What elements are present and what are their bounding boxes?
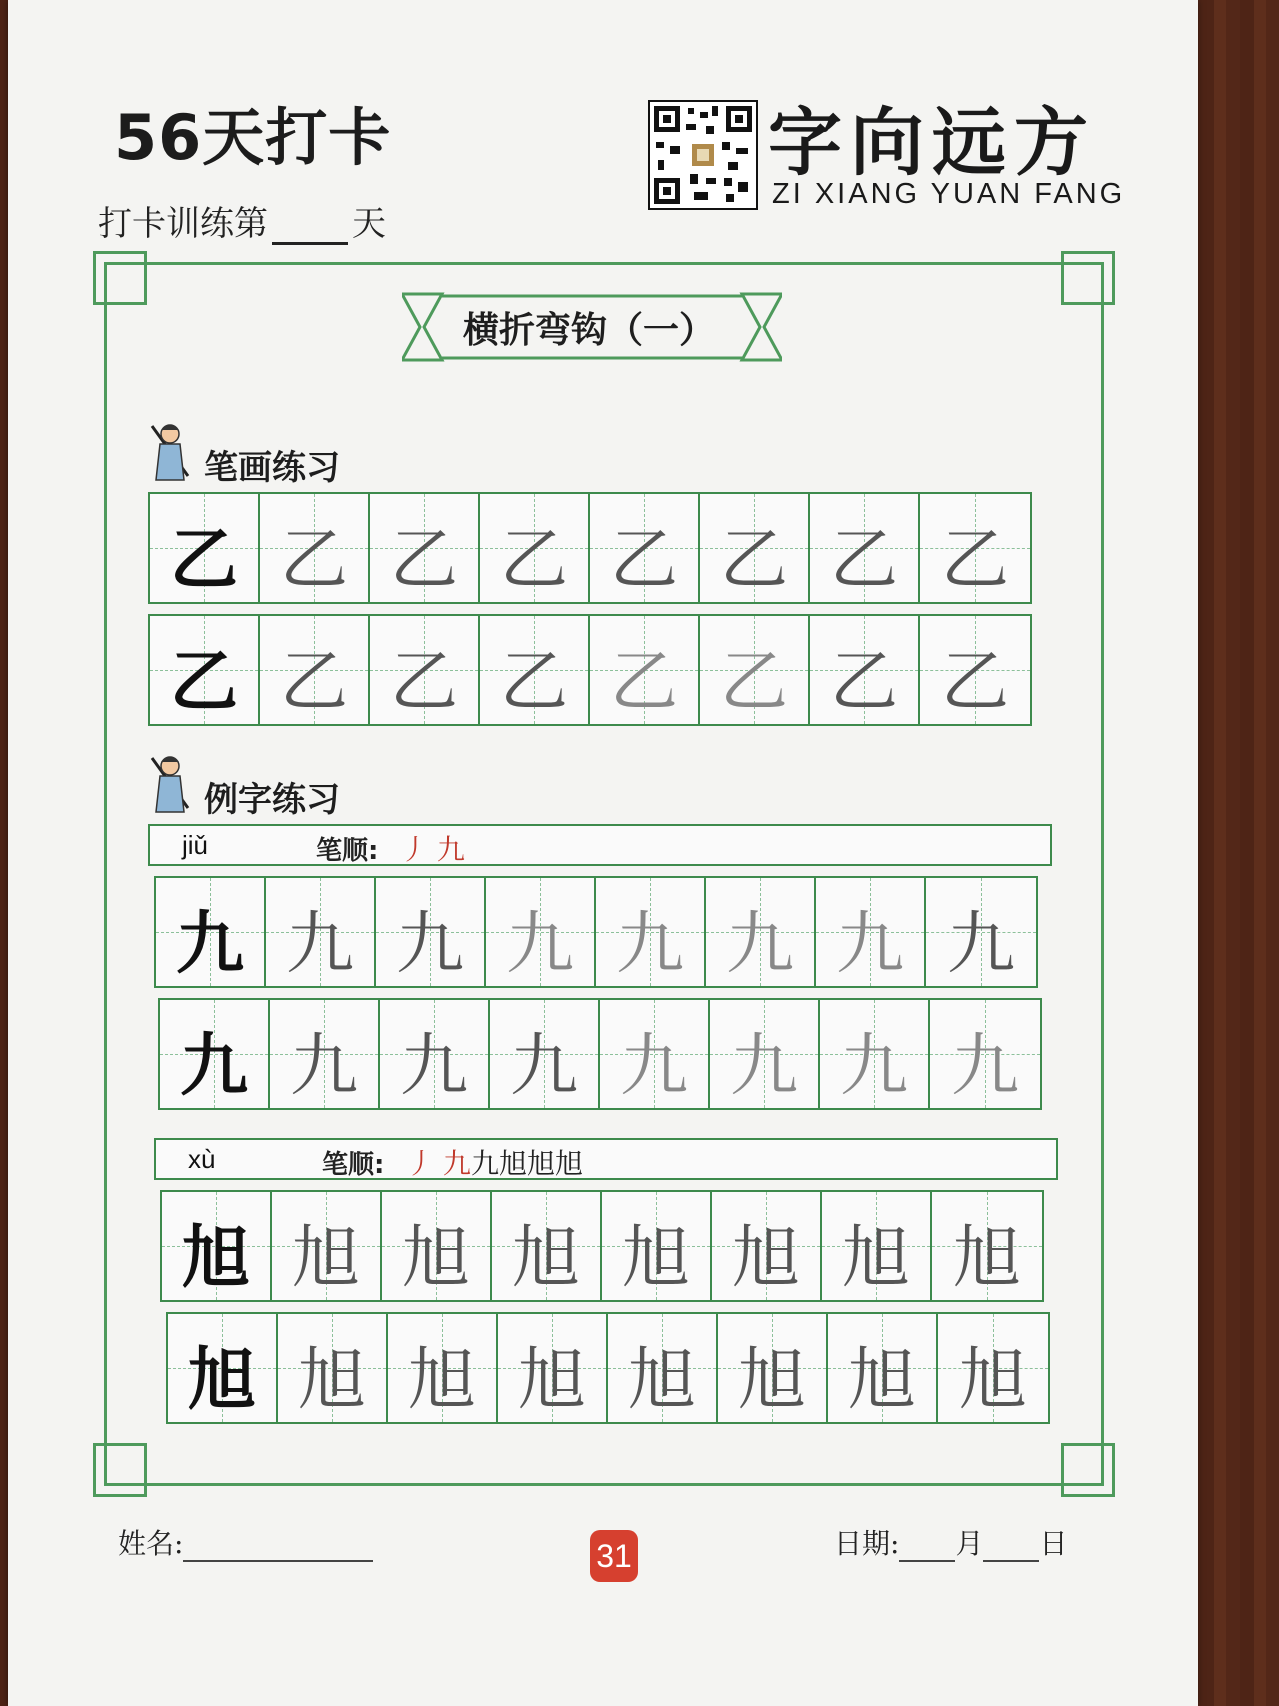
corner-ornament-icon [1061,251,1115,305]
written-char: 旭 [511,1219,580,1298]
written-char: 乙 [940,521,1009,600]
pinyin-bar-jiu [148,824,1052,866]
practice-cell[interactable] [700,494,810,602]
practice-cell[interactable] [168,1314,278,1422]
qr-code-icon [648,100,758,210]
practice-cell[interactable] [710,1000,820,1108]
written-char: 九 [399,1027,468,1106]
practice-cell[interactable] [370,494,480,602]
written-char: 九 [285,905,354,984]
written-char: 乙 [389,521,458,600]
practice-cell[interactable] [150,616,260,724]
date-label: 日期: [834,1527,900,1560]
pinyin: xù [188,1144,216,1174]
written-char: 乙 [279,643,348,722]
brand-name-pinyin: ZI XIANG YUAN FANG [772,178,1126,210]
xu-grid-row-1 [160,1190,1044,1302]
written-char: 九 [509,1027,578,1106]
model-char: 九 [175,904,244,984]
written-char: 乙 [389,643,458,722]
day-suffix: 天 [352,204,386,244]
written-char: 旭 [731,1219,800,1298]
written-char: 旭 [401,1219,470,1298]
practice-cell[interactable] [150,494,260,602]
practice-cell[interactable] [480,616,590,724]
student-brush-icon [148,752,192,816]
written-char: 乙 [719,521,788,600]
written-char: 旭 [291,1219,360,1298]
name-label: 姓名: [118,1527,184,1560]
stroke-order: 丿 九 [400,833,465,866]
practice-cell[interactable] [370,616,480,724]
month-blank[interactable] [899,1534,955,1562]
written-char: 九 [839,1027,908,1106]
practice-cell[interactable] [810,494,920,602]
written-char: 旭 [517,1341,586,1420]
corner-ornament-icon [93,1443,147,1497]
written-char: 旭 [737,1341,806,1420]
day-blank[interactable] [272,212,348,245]
stroke-grid-row-2 [148,614,1032,726]
practice-cell[interactable] [920,494,1030,602]
written-char: 乙 [829,643,898,722]
model-char: 九 [179,1026,248,1106]
practice-cell[interactable] [828,1314,938,1422]
written-char: 旭 [627,1341,696,1420]
practice-cell[interactable] [600,1000,710,1108]
jiu-grid-row-2 [158,998,1042,1110]
practice-cell[interactable] [608,1314,718,1422]
xu-grid-row-2 [166,1312,1050,1424]
lesson-title: 横折弯钩（一） [463,310,716,351]
practice-cell[interactable] [816,878,926,986]
written-char: 乙 [499,521,568,600]
practice-cell[interactable] [492,1192,602,1300]
written-char: 乙 [279,521,348,600]
practice-cell[interactable] [260,494,370,602]
written-char: 旭 [407,1341,476,1420]
written-char: 乙 [609,643,678,722]
written-char: 乙 [499,643,568,722]
page-number-badge: 31 [590,1530,638,1582]
written-char: 九 [835,905,904,984]
name-blank[interactable] [183,1534,373,1562]
practice-cell[interactable] [820,1000,930,1108]
practice-cell[interactable] [926,878,1036,986]
day-blank[interactable] [983,1534,1039,1562]
corner-ornament-icon [1061,1443,1115,1497]
written-char: 九 [395,905,464,984]
written-char: 乙 [829,521,898,600]
stroke-order-label: 笔顺: [316,836,379,866]
jiu-grid-row-1 [154,876,1038,988]
practice-cell[interactable] [382,1192,492,1300]
practice-cell[interactable] [156,878,266,986]
practice-cell[interactable] [272,1192,382,1300]
written-char: 旭 [952,1219,1021,1298]
written-char: 九 [615,905,684,984]
practice-cell[interactable] [700,616,810,724]
practice-cell[interactable] [160,1000,270,1108]
practice-cell[interactable] [388,1314,498,1422]
stroke-grid-row-1 [148,492,1032,604]
written-char: 乙 [719,643,788,722]
practice-cell[interactable] [938,1314,1048,1422]
day-label: 日 [1039,1527,1068,1560]
practice-cell[interactable] [932,1192,1042,1300]
practice-cell[interactable] [486,878,596,986]
practice-cell[interactable] [260,616,370,724]
practice-cell[interactable] [590,494,700,602]
practice-cell[interactable] [376,878,486,986]
written-char: 旭 [847,1341,916,1420]
written-char: 乙 [940,643,1009,722]
written-char: 九 [946,905,1015,984]
stroke-section-title: 笔画练习 [204,448,340,488]
written-char: 旭 [958,1341,1027,1420]
practice-cell[interactable] [266,878,376,986]
practice-cell[interactable] [822,1192,932,1300]
pinyin: jiǔ [182,830,209,860]
written-char: 旭 [841,1219,910,1298]
written-char: 旭 [297,1341,366,1420]
practice-cell[interactable] [490,1000,600,1108]
student-brush-icon [148,420,192,484]
model-char: 乙 [169,520,238,600]
practice-cell[interactable] [810,616,920,724]
practice-cell[interactable] [602,1192,712,1300]
pinyin-bar-xu [154,1138,1058,1180]
practice-cell[interactable] [712,1192,822,1300]
written-char: 九 [729,1027,798,1106]
practice-cell[interactable] [706,878,816,986]
stroke-order: 丿 九九旭旭旭 [406,1147,583,1180]
practice-cell[interactable] [270,1000,380,1108]
date-field[interactable] [834,1522,1067,1562]
stroke-order-label: 笔顺: [322,1150,385,1180]
practice-cell[interactable] [596,878,706,986]
model-char: 旭 [181,1218,250,1298]
practice-cell[interactable] [930,1000,1040,1108]
written-char: 九 [725,905,794,984]
model-char: 乙 [169,642,238,722]
practice-cell[interactable] [590,616,700,724]
worksheet-page [8,0,1198,1706]
day-prefix: 打卡训练第 [98,204,268,244]
practice-cell[interactable] [480,494,590,602]
written-char: 九 [289,1027,358,1106]
day-check-line [98,196,386,245]
practice-cell[interactable] [498,1314,608,1422]
written-char: 旭 [621,1219,690,1298]
written-char: 九 [505,905,574,984]
example-section-title: 例字练习 [204,780,340,820]
practice-cell[interactable] [718,1314,828,1422]
name-field[interactable] [118,1522,373,1562]
model-char: 旭 [187,1340,256,1420]
written-char: 九 [619,1027,688,1106]
month-label: 月 [955,1527,984,1560]
practice-cell[interactable] [920,616,1030,724]
practice-cell[interactable] [278,1314,388,1422]
page-title: 56天打卡 [114,101,392,174]
corner-ornament-icon [93,251,147,305]
written-char: 乙 [609,521,678,600]
practice-cell[interactable] [380,1000,490,1108]
written-char: 九 [950,1027,1019,1106]
practice-cell[interactable] [162,1192,272,1300]
brand-logo-text: 字向远方 [768,100,1096,186]
